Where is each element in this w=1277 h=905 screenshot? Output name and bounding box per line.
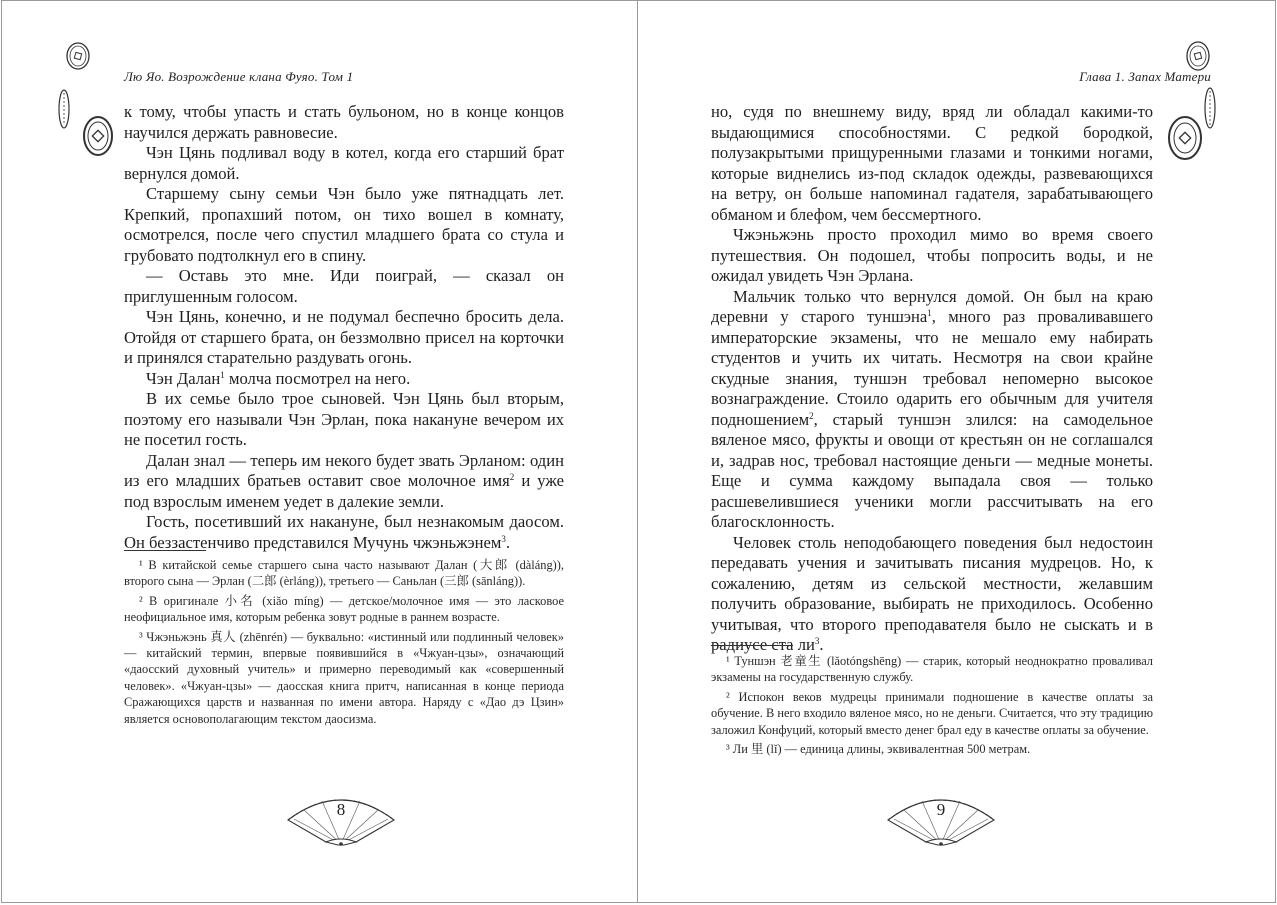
footnote-divider bbox=[711, 645, 793, 646]
footnotes bbox=[124, 557, 564, 730]
coin-icon bbox=[1165, 113, 1205, 163]
footnote: ¹ В китайской семье старшего сына часто называют Далан (大郎 (dàláng)), второго сына — Эрлан (二郎 (èrláng)), третьего — Саньлан (三郎 (sānláng)). bbox=[124, 558, 564, 589]
paragraph: Чэн Далан$^1$ молча посмотрел на него. bbox=[146, 368, 411, 388]
paragraph: Чэн Цянь, конечно, и не подумал беспечно бросить дела. Отойдя от старшего брата, он беззмолвно присел на корточки и принялся старательно раздувать огонь. bbox=[124, 307, 564, 367]
footnotes bbox=[711, 653, 1153, 760]
footnote-ref: 3 bbox=[501, 533, 506, 544]
footnote: ³ Чжэньжэнь 真人 (zhēnrén) — буквально: «истинный или подлинный человек» — китайский термин, впервые появившийся в «Чжуан-цзы», означающий «даосский духовный учитель» и примерно переводимый как «совершенный человек». «Чжуан-цзы» — даосская книга притч, написанная в конце периода Сражающихся царств и названная по имени автора. Наряду с «Дао дэ Цзин» является основополагающим текстом даосизма. bbox=[124, 629, 564, 726]
coin-icon bbox=[80, 113, 116, 159]
paragraph: Гость, посетивший их накануне, был незнакомым даосом. Он беззастенчиво представился Мучунь чжэньжэнем$^3$. bbox=[124, 512, 564, 552]
coin-icon bbox=[56, 87, 72, 131]
body-text bbox=[711, 102, 1153, 656]
footnote-ref: 2 bbox=[509, 472, 515, 482]
footnote-ref: 2 bbox=[809, 410, 814, 421]
footnote-divider bbox=[124, 550, 206, 551]
paragraph: Далан знал — теперь им некого будет звать Эрланом: один из его младших братьев оставит свое молочное имя$^2$ и уже под взрослым именем уедет в далекие земли. bbox=[124, 450, 564, 511]
paragraph: — Оставь это мне. Иди поиграй, — сказал он приглушенным голосом. bbox=[124, 266, 564, 306]
paragraph: Чэн Цянь подливал воду в котел, когда его старший брат вернулся домой. bbox=[124, 143, 564, 183]
body-text bbox=[124, 102, 564, 553]
paragraph: Старшему сыну семьи Чэн было уже пятнадцать лет. Крепкий, пропахший потом, он тихо вошел в комнату, осмотрелся, после чего спустил младшего брата со стула и грубовато подтолкнул его в спину. bbox=[124, 184, 564, 265]
left-page bbox=[1, 0, 638, 903]
page-number: 8 bbox=[336, 800, 346, 819]
footnote: ¹ Туншэн 老童生 (lǎotóngshēng) — старик, который неоднократно проваливал экзамены на государственную службу. bbox=[711, 654, 1153, 685]
paragraph: В их семье было трое сыновей. Чэн Цянь был вторым, поэтому его называли Чэн Эрлан, пока накануне вечером их не посетил гость. bbox=[124, 389, 564, 449]
paragraph: Человек столь неподобающего поведения был недостоин передавать учения и зачитывать писания мудрецов. Но, к сожалению, детям из сельской местности, желавшим получить образование, выбирать не приходилось. Особенно учитывая, что второго преподавателя было не сыскать и в радиусе ста $ли^3$. bbox=[711, 532, 1153, 654]
footnote: ² В оригинале 小名 (xiǎo míng) — детское/молочное имя — это ласковое неофициальное имя, которым ребенка зовут родные в раннем возрасте. bbox=[124, 593, 564, 625]
footnote: ³ Ли 里 (lǐ) — единица длины, эквивалентная 500 метрам. bbox=[726, 742, 1031, 757]
running-header: Лю Яо. Возрождение клана Фуяо. Том 1 bbox=[124, 69, 354, 84]
footnote-ref: 3 bbox=[814, 636, 820, 646]
paragraph: Мальчик только что вернулся домой. Он был на краю деревни у старого туншэна$^1$, много раз проваливавшего императорские экзамены, что не мешало ему набирать студентов и учить их читать. Несмотря на свои крайне скудные знания, туншэн требовал непомерно высокое вознаграждение. Стоило одарить его обычным для учителя подношением$^2$, старый туншэн злился: на самодельное вяленое мясо, фрукты и овощи от крестьян он не соглашался и, задрав нос, требовал настоящие деньги — медные монеты. Еще и сумма каждому выпадала своя — только расшевелившиеся ученики могли рассчитывать на его благосклонность. bbox=[711, 286, 1153, 531]
footnote-ref: 1 bbox=[927, 308, 932, 318]
paragraph: Чжэньжэнь просто проходил мимо во время своего путешествия. Он подошел, чтобы попросить воды, и не ожидал увидеть Чэн Эрлана. bbox=[711, 225, 1153, 285]
page-number: 9 bbox=[936, 800, 946, 819]
coin-icon bbox=[1184, 39, 1212, 73]
paragraph: к тому, чтобы упасть и стать бульоном, но в конце концов научился держать равновесие. bbox=[124, 102, 564, 142]
coin-icon bbox=[64, 41, 92, 71]
running-header: Глава 1. Запах Матери bbox=[1079, 69, 1211, 84]
right-page bbox=[637, 0, 1276, 903]
footnote-ref: 1 bbox=[220, 369, 225, 380]
footnote: ² Испокон веков мудрецы принимали подношение в качестве оплаты за обучение. В него входило вяленое мясо, но не деньги. Считается, что эту традицию заложил Конфуций, который вместо денег брал еду в качестве оплаты за обучение. bbox=[711, 689, 1153, 737]
paragraph: но, судя по внешнему виду, вряд ли обладал какими-то выдающимися способностями. С редкой бородкой, полузакрытыми прищуренными глазами и тонкими ногами, которые виднелись из-под складок одежды, развевающихся на ветру, он больше напоминал гадателя, зарабатывающего обманом и блефом, чем бессмертного. bbox=[711, 102, 1153, 224]
